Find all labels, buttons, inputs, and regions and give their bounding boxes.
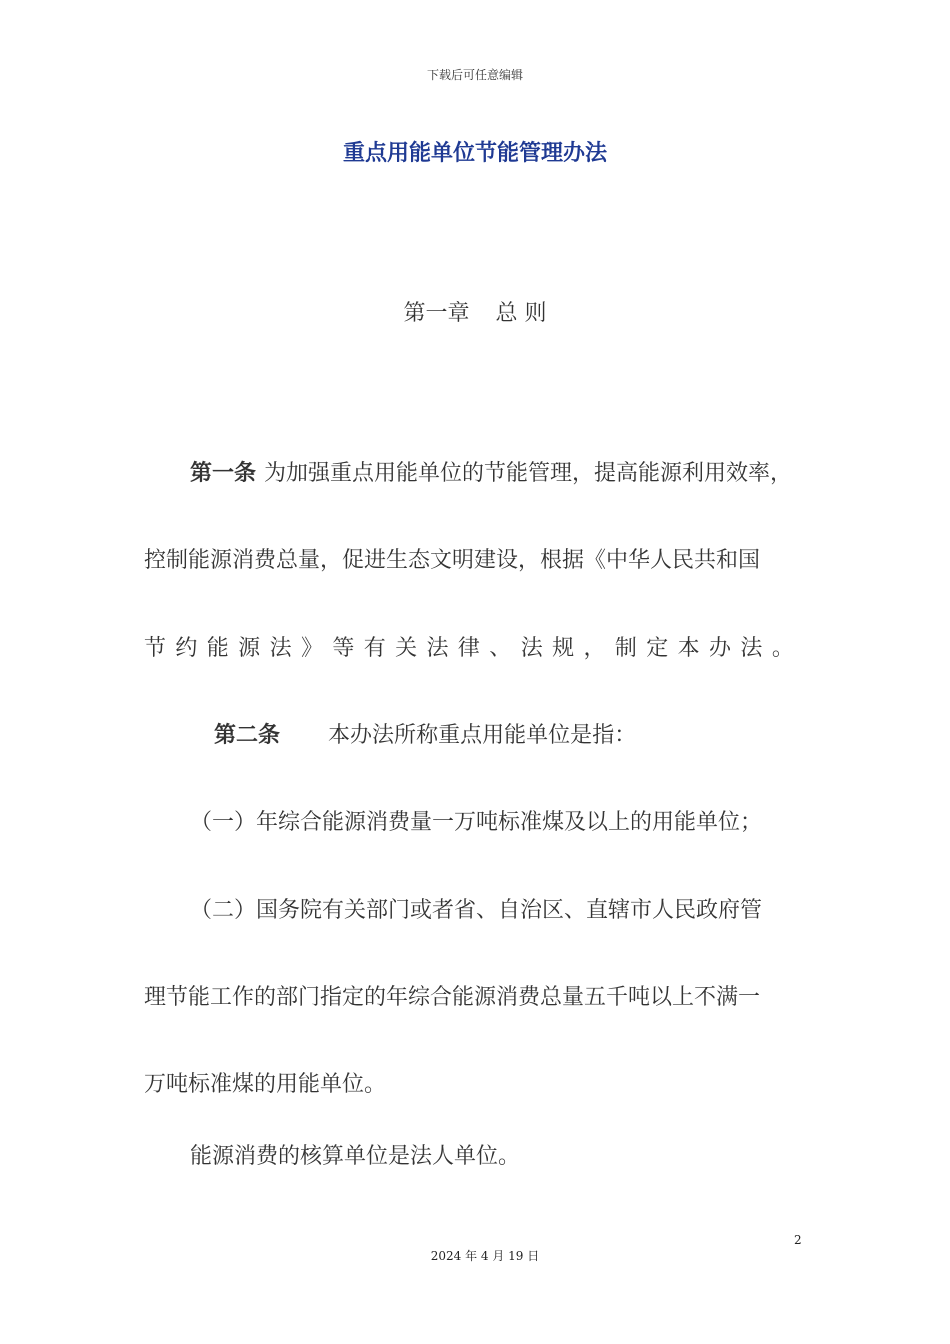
article2-text-char: 重 (438, 723, 461, 748)
chapter-number: 第一章 (403, 301, 470, 326)
article1-line3-char: 法 (740, 636, 763, 661)
article2-text-char: 是 (570, 723, 593, 748)
article2-item1: （一）年综合能源消费量一万吨标准煤及以上的用能单位； (190, 810, 763, 835)
article1-line3-char: 本 (677, 636, 700, 661)
article1-line3-char: 约 (175, 636, 198, 661)
article1-line3-char: 办 (709, 636, 732, 661)
article2-note: 能源消费的核算单位是法人单位。 (190, 1144, 521, 1169)
page-number: 2 (794, 1233, 802, 1247)
article2-text-char: ： (614, 723, 637, 748)
article2-label-char: 条 (258, 723, 281, 748)
article1-line1 (190, 456, 792, 487)
article2-item2-line3: 万吨标准煤的用能单位。 (144, 1072, 387, 1097)
article1-line2: 控制能源消费总量，促进生态文明建设，根据《中华人民共和国 (144, 548, 761, 573)
article2-text-char: 点 (460, 723, 483, 748)
article2-text-char: 本 (328, 723, 351, 748)
article1-line3-char: 等 (332, 636, 355, 661)
article1-line3-char: 、 (489, 636, 512, 661)
article1-line3-char: 节 (144, 636, 167, 661)
article1-line3-char: 法 (426, 636, 449, 661)
article1-line3-char: 有 (363, 636, 386, 661)
article2-text-char: 办 (350, 723, 373, 748)
article1-line1-text: 为加强重点用能单位的节能管理，提高能源利用效率， (264, 461, 793, 486)
article1-line3-char: 定 (646, 636, 669, 661)
article2-text-char: 法 (372, 723, 395, 748)
article1-line3-char: 律 (457, 636, 480, 661)
article1-label: 第一条 (190, 461, 257, 486)
article1-line3-char: 》 (300, 636, 323, 661)
article2-text-char: 能 (504, 723, 527, 748)
article2-text-char: 单 (526, 723, 549, 748)
article2-text (328, 718, 774, 749)
footer-date: 2024 年 4 月 19 日 (430, 1249, 540, 1263)
article2-text-char: 称 (416, 723, 439, 748)
header-note: 下载后可任意编辑 (426, 68, 523, 82)
article2-item2-line2: 理节能工作的部门指定的年综合能源消费总量五千吨以上不满一 (144, 985, 761, 1010)
article2-text-char: 所 (394, 723, 417, 748)
article1-line3-char: 源 (238, 636, 261, 661)
article1-line3-char: 能 (206, 636, 229, 661)
article1-line3-char: 规 (552, 636, 575, 661)
article2-text-char: 指 (592, 723, 615, 748)
document-title: 重点用能单位节能管理办法 (342, 141, 607, 166)
chapter-name: 总 则 (495, 301, 547, 326)
article2-label-char: 二 (236, 723, 259, 748)
article1-line3-char: ， (583, 636, 606, 661)
article1-line3-char: 。 (771, 636, 794, 661)
chapter-heading (0, 296, 950, 327)
article2-text-char: 用 (482, 723, 505, 748)
article2-label (214, 718, 308, 749)
article1-line3-char: 法 (520, 636, 543, 661)
article2-item2-line1: （二）国务院有关部门或者省、自治区、直辖市人民政府管 (190, 898, 763, 923)
article2-line1 (214, 718, 774, 749)
article1-line3-char: 法 (269, 636, 292, 661)
article1-line3-char: 制 (614, 636, 637, 661)
article1-line3 (144, 631, 794, 662)
article2-text-char: 位 (548, 723, 571, 748)
article2-label-char: 第 (214, 723, 237, 748)
article1-line3-char: 关 (395, 636, 418, 661)
